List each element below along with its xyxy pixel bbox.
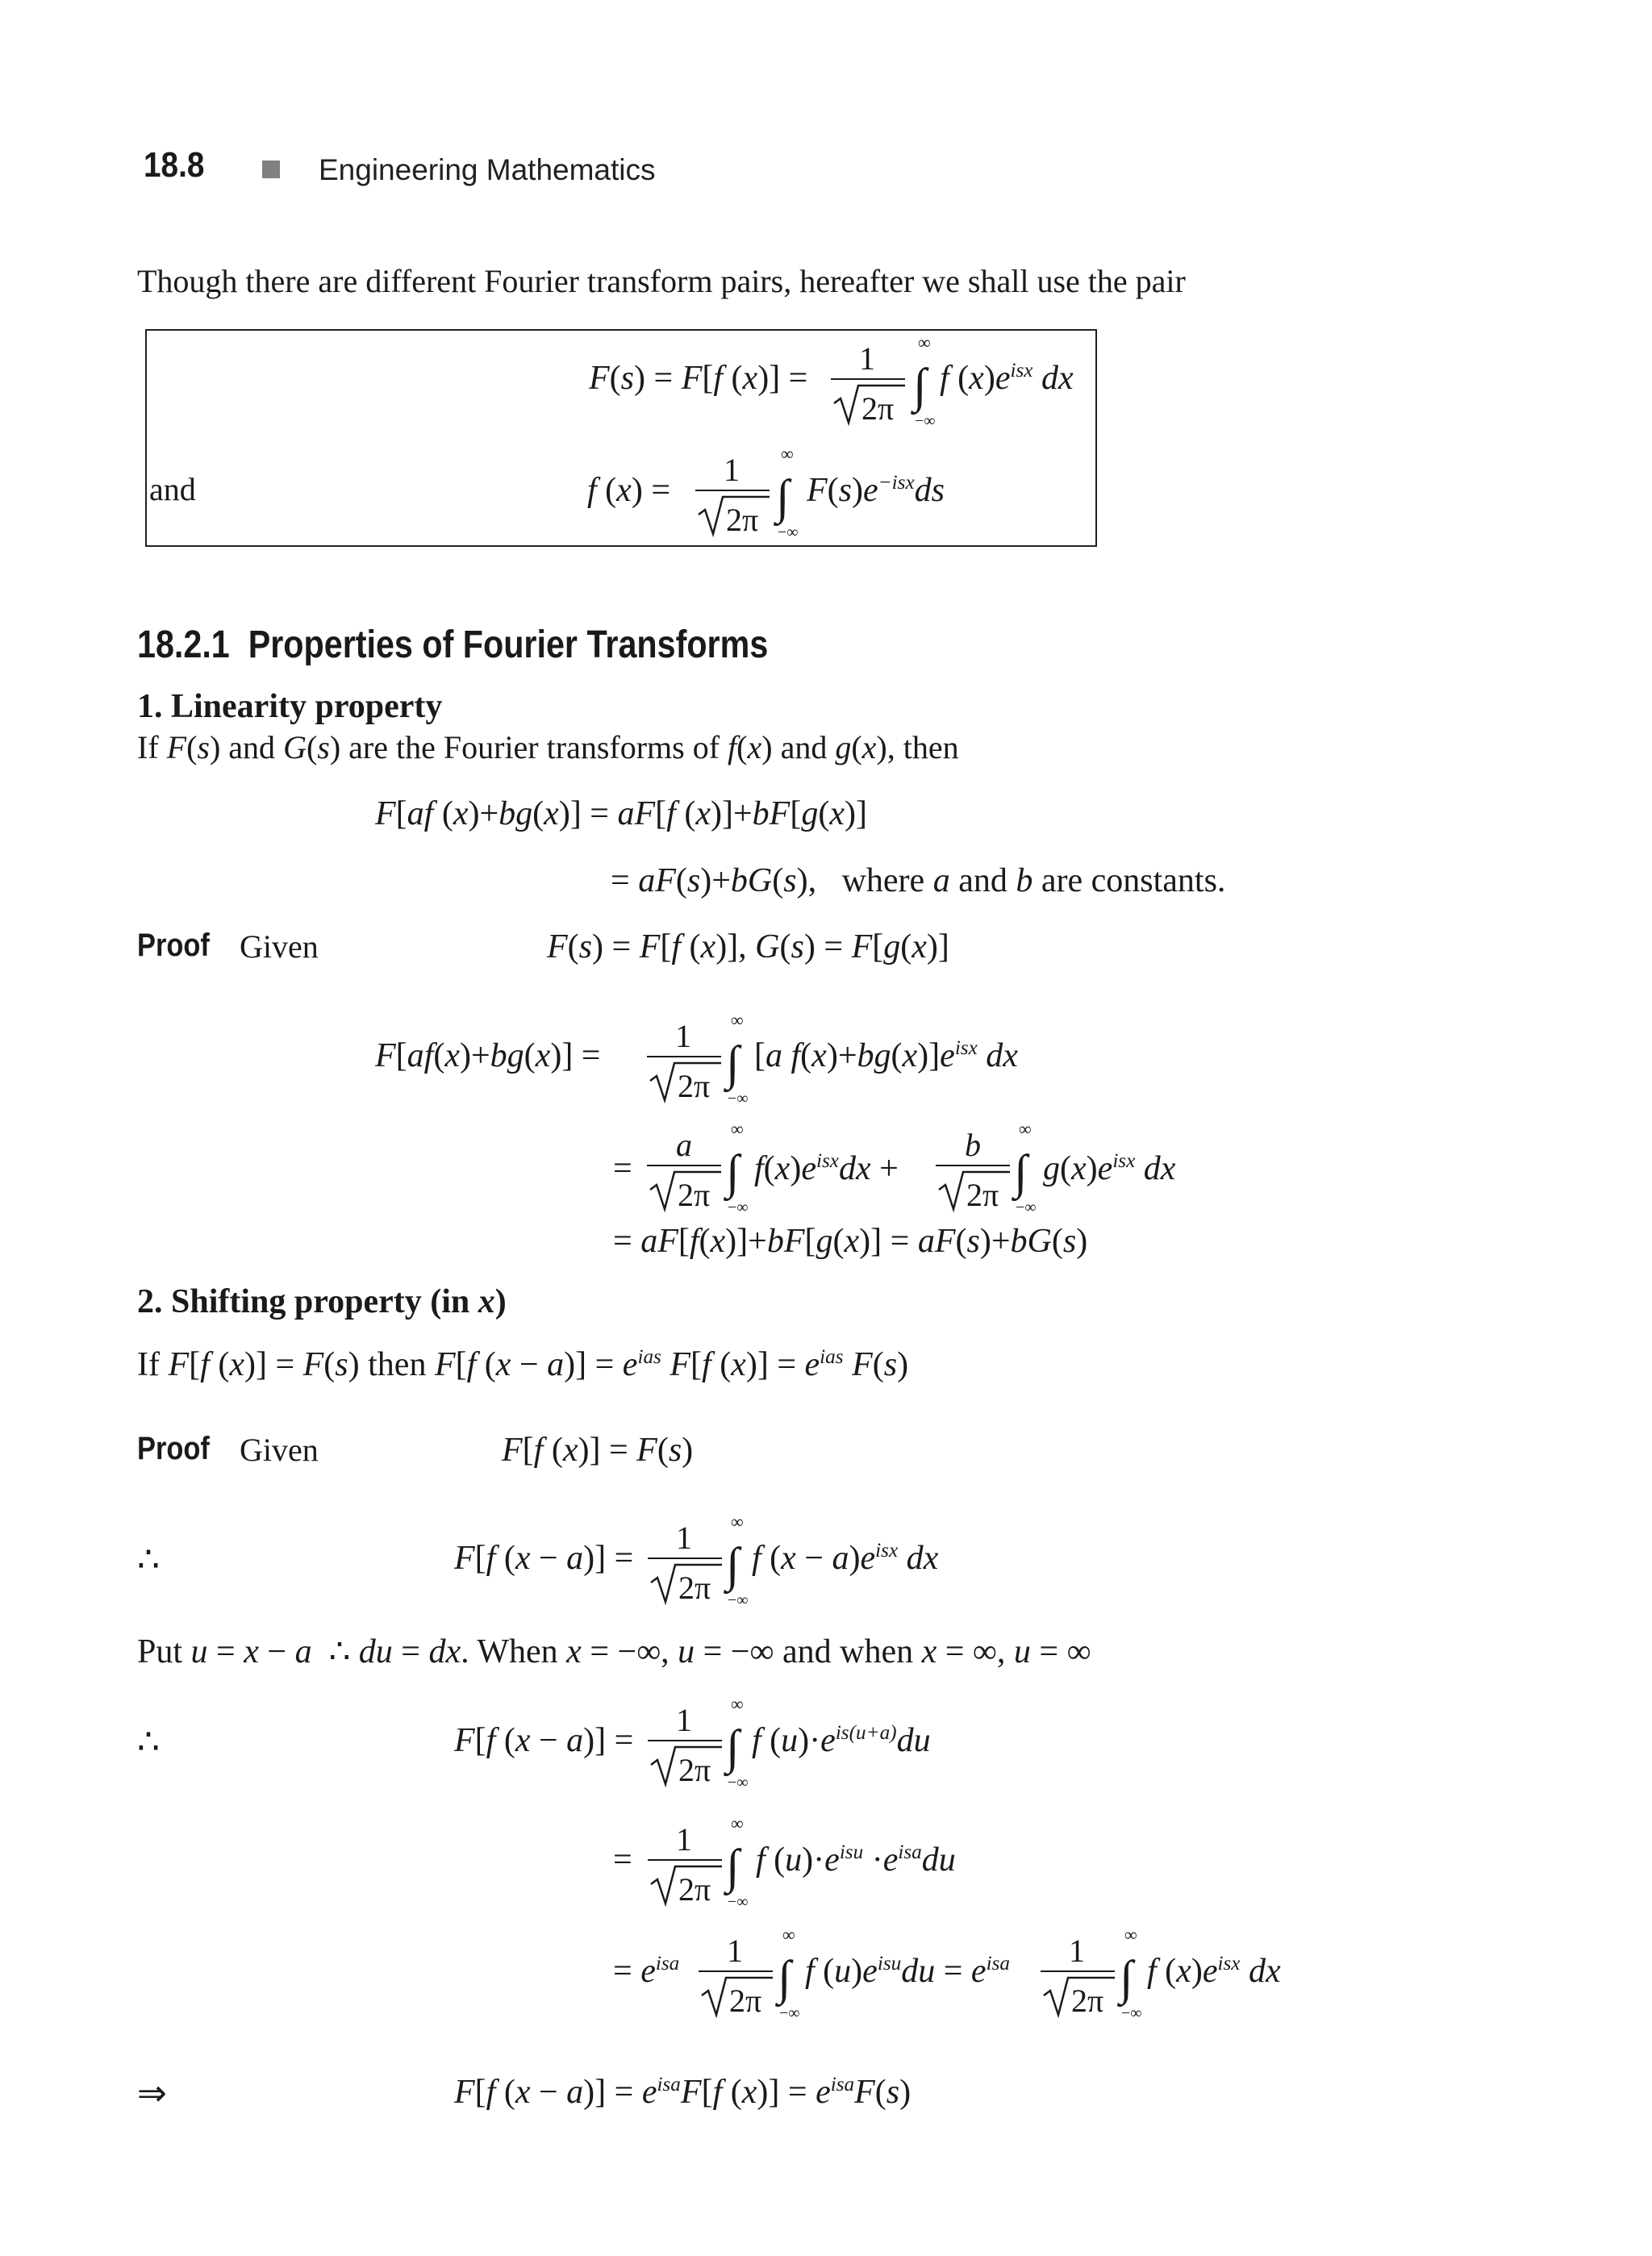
svg-text:2π: 2π: [678, 1871, 711, 1908]
proof-label-1: Proof: [137, 928, 210, 963]
fraction-1-over-root-2pi: [648, 1700, 728, 1789]
svg-text:∫: ∫: [726, 1720, 740, 1774]
fraction-1-over-root-2pi: [648, 1820, 728, 1908]
given-label-2: Given: [240, 1432, 319, 1468]
svg-text:1: 1: [676, 1821, 692, 1858]
section-title: Properties of Fourier Transforms: [248, 623, 769, 666]
svg-text:∫: ∫: [1120, 1951, 1133, 2004]
svg-text:1: 1: [727, 1933, 743, 1969]
svg-text:1: 1: [676, 1702, 692, 1738]
svg-text:∞: ∞: [731, 1010, 744, 1030]
section-number: 18.2.1: [137, 623, 230, 666]
substitution-line: Put u = x − a ∴ du = dx. When x = −∞, u = −∞ and when x = ∞, u = ∞: [137, 1633, 1091, 1670]
fraction-1-over-root-2pi: [648, 1518, 728, 1607]
linearity-step3: = aF[f(x)]+bF[g(x)] = aF(s)+bG(s): [613, 1223, 1088, 1260]
given-label-1: Given: [240, 928, 319, 965]
svg-text:−∞: −∞: [728, 1893, 749, 1911]
fraction-1-over-root-2pi: [699, 1931, 779, 2020]
svg-text:−∞: −∞: [1016, 1199, 1037, 1216]
svg-text:∫: ∫: [726, 1036, 740, 1090]
fraction-1-over-root-2pi: [1041, 1931, 1121, 2020]
svg-text:−∞: −∞: [728, 1591, 749, 1609]
linearity-heading: 1. Linearity property: [137, 688, 443, 725]
fraction-1-over-root-2pi: [647, 1016, 728, 1105]
svg-text:∫: ∫: [913, 359, 927, 412]
svg-text:2π: 2π: [861, 390, 895, 427]
linearity-given-eq: F(s) = F[f (x)], G(s) = F[g(x)]: [547, 928, 949, 965]
fraction-1-over-root-2pi: [831, 339, 912, 427]
svg-text:∫: ∫: [776, 470, 790, 523]
svg-text:∞: ∞: [731, 1694, 744, 1714]
svg-text:1: 1: [724, 452, 740, 488]
header-square-bullet: [262, 161, 280, 178]
implies-symbol: ⇒: [137, 2074, 167, 2113]
svg-text:−∞: −∞: [728, 1199, 749, 1216]
svg-text:∞: ∞: [731, 1813, 744, 1833]
shifting-statement: If F[f (x)] = F(s) then F[f $(x - a)] = e^{ias}$ F[f $(x)] = e^{ias}$ F(s): [137, 1346, 909, 1383]
svg-text:2π: 2π: [966, 1177, 999, 1213]
svg-text:∞: ∞: [731, 1119, 744, 1139]
svg-text:∫: ∫: [726, 1538, 740, 1591]
svg-text:∞: ∞: [782, 1924, 795, 1945]
svg-text:∫: ∫: [726, 1840, 740, 1893]
proof-label-2: Proof: [137, 1431, 210, 1466]
therefore-symbol-1: ∴: [137, 1540, 160, 1579]
linearity-eq2: = aF(s)+bG(s), where a and b are constants.: [611, 862, 1226, 899]
svg-text:b: b: [965, 1127, 981, 1163]
fraction-a-over-root-2pi: [647, 1125, 728, 1214]
shifting-final-eq: F[f $(x - a)] = e^{isa}F[f$ $(x)] = e^{isa}F(s)$: [454, 2074, 912, 2111]
shifting-given-eq: F[f (x)] = F(s): [502, 1432, 694, 1469]
section-heading: [137, 623, 768, 667]
intro-text: Though there are different Fourier transform pairs, hereafter we shall use the pair: [137, 263, 1186, 299]
svg-text:∞: ∞: [918, 332, 931, 352]
svg-text:a: a: [676, 1127, 692, 1163]
svg-text:−∞: −∞: [728, 1774, 749, 1791]
svg-text:∞: ∞: [1019, 1119, 1032, 1139]
svg-text:∫: ∫: [778, 1951, 791, 2004]
book-title: Engineering Mathematics: [319, 153, 656, 186]
svg-text:∫: ∫: [726, 1145, 740, 1199]
linearity-eq1: F[af (x)+bg(x)] = aF[f (x)]+bF[g(x)]: [375, 795, 867, 832]
svg-text:1: 1: [1069, 1933, 1085, 1969]
svg-text:1: 1: [675, 1018, 691, 1054]
page-number: 18.8: [144, 145, 205, 185]
fraction-1-over-root-2pi: [695, 450, 776, 539]
svg-text:2π: 2π: [729, 1983, 762, 2019]
svg-text:1: 1: [859, 340, 875, 377]
svg-text:∞: ∞: [1124, 1924, 1137, 1945]
svg-text:−∞: −∞: [778, 523, 799, 541]
svg-text:2π: 2π: [1071, 1983, 1104, 2019]
svg-text:1: 1: [676, 1520, 692, 1556]
svg-text:2π: 2π: [726, 502, 759, 538]
svg-text:2π: 2π: [678, 1570, 711, 1606]
shifting-heading: 2. Shifting property (in x): [137, 1283, 507, 1320]
svg-text:−∞: −∞: [915, 412, 936, 430]
svg-text:∞: ∞: [781, 444, 794, 464]
fraction-b-over-root-2pi: [936, 1125, 1016, 1214]
svg-text:2π: 2π: [678, 1177, 711, 1213]
svg-text:∫: ∫: [1014, 1145, 1028, 1199]
svg-text:2π: 2π: [678, 1068, 711, 1104]
linearity-statement: If F(s) and G(s) are the Fourier transforms of f(x) and g(x), then: [137, 729, 959, 765]
svg-text:−∞: −∞: [728, 1090, 749, 1107]
svg-text:2π: 2π: [678, 1752, 711, 1788]
svg-text:−∞: −∞: [1121, 2004, 1142, 2022]
therefore-symbol-2: ∴: [137, 1722, 160, 1762]
svg-text:∞: ∞: [731, 1512, 744, 1532]
svg-text:−∞: −∞: [779, 2004, 800, 2022]
and-label: and: [149, 471, 196, 507]
